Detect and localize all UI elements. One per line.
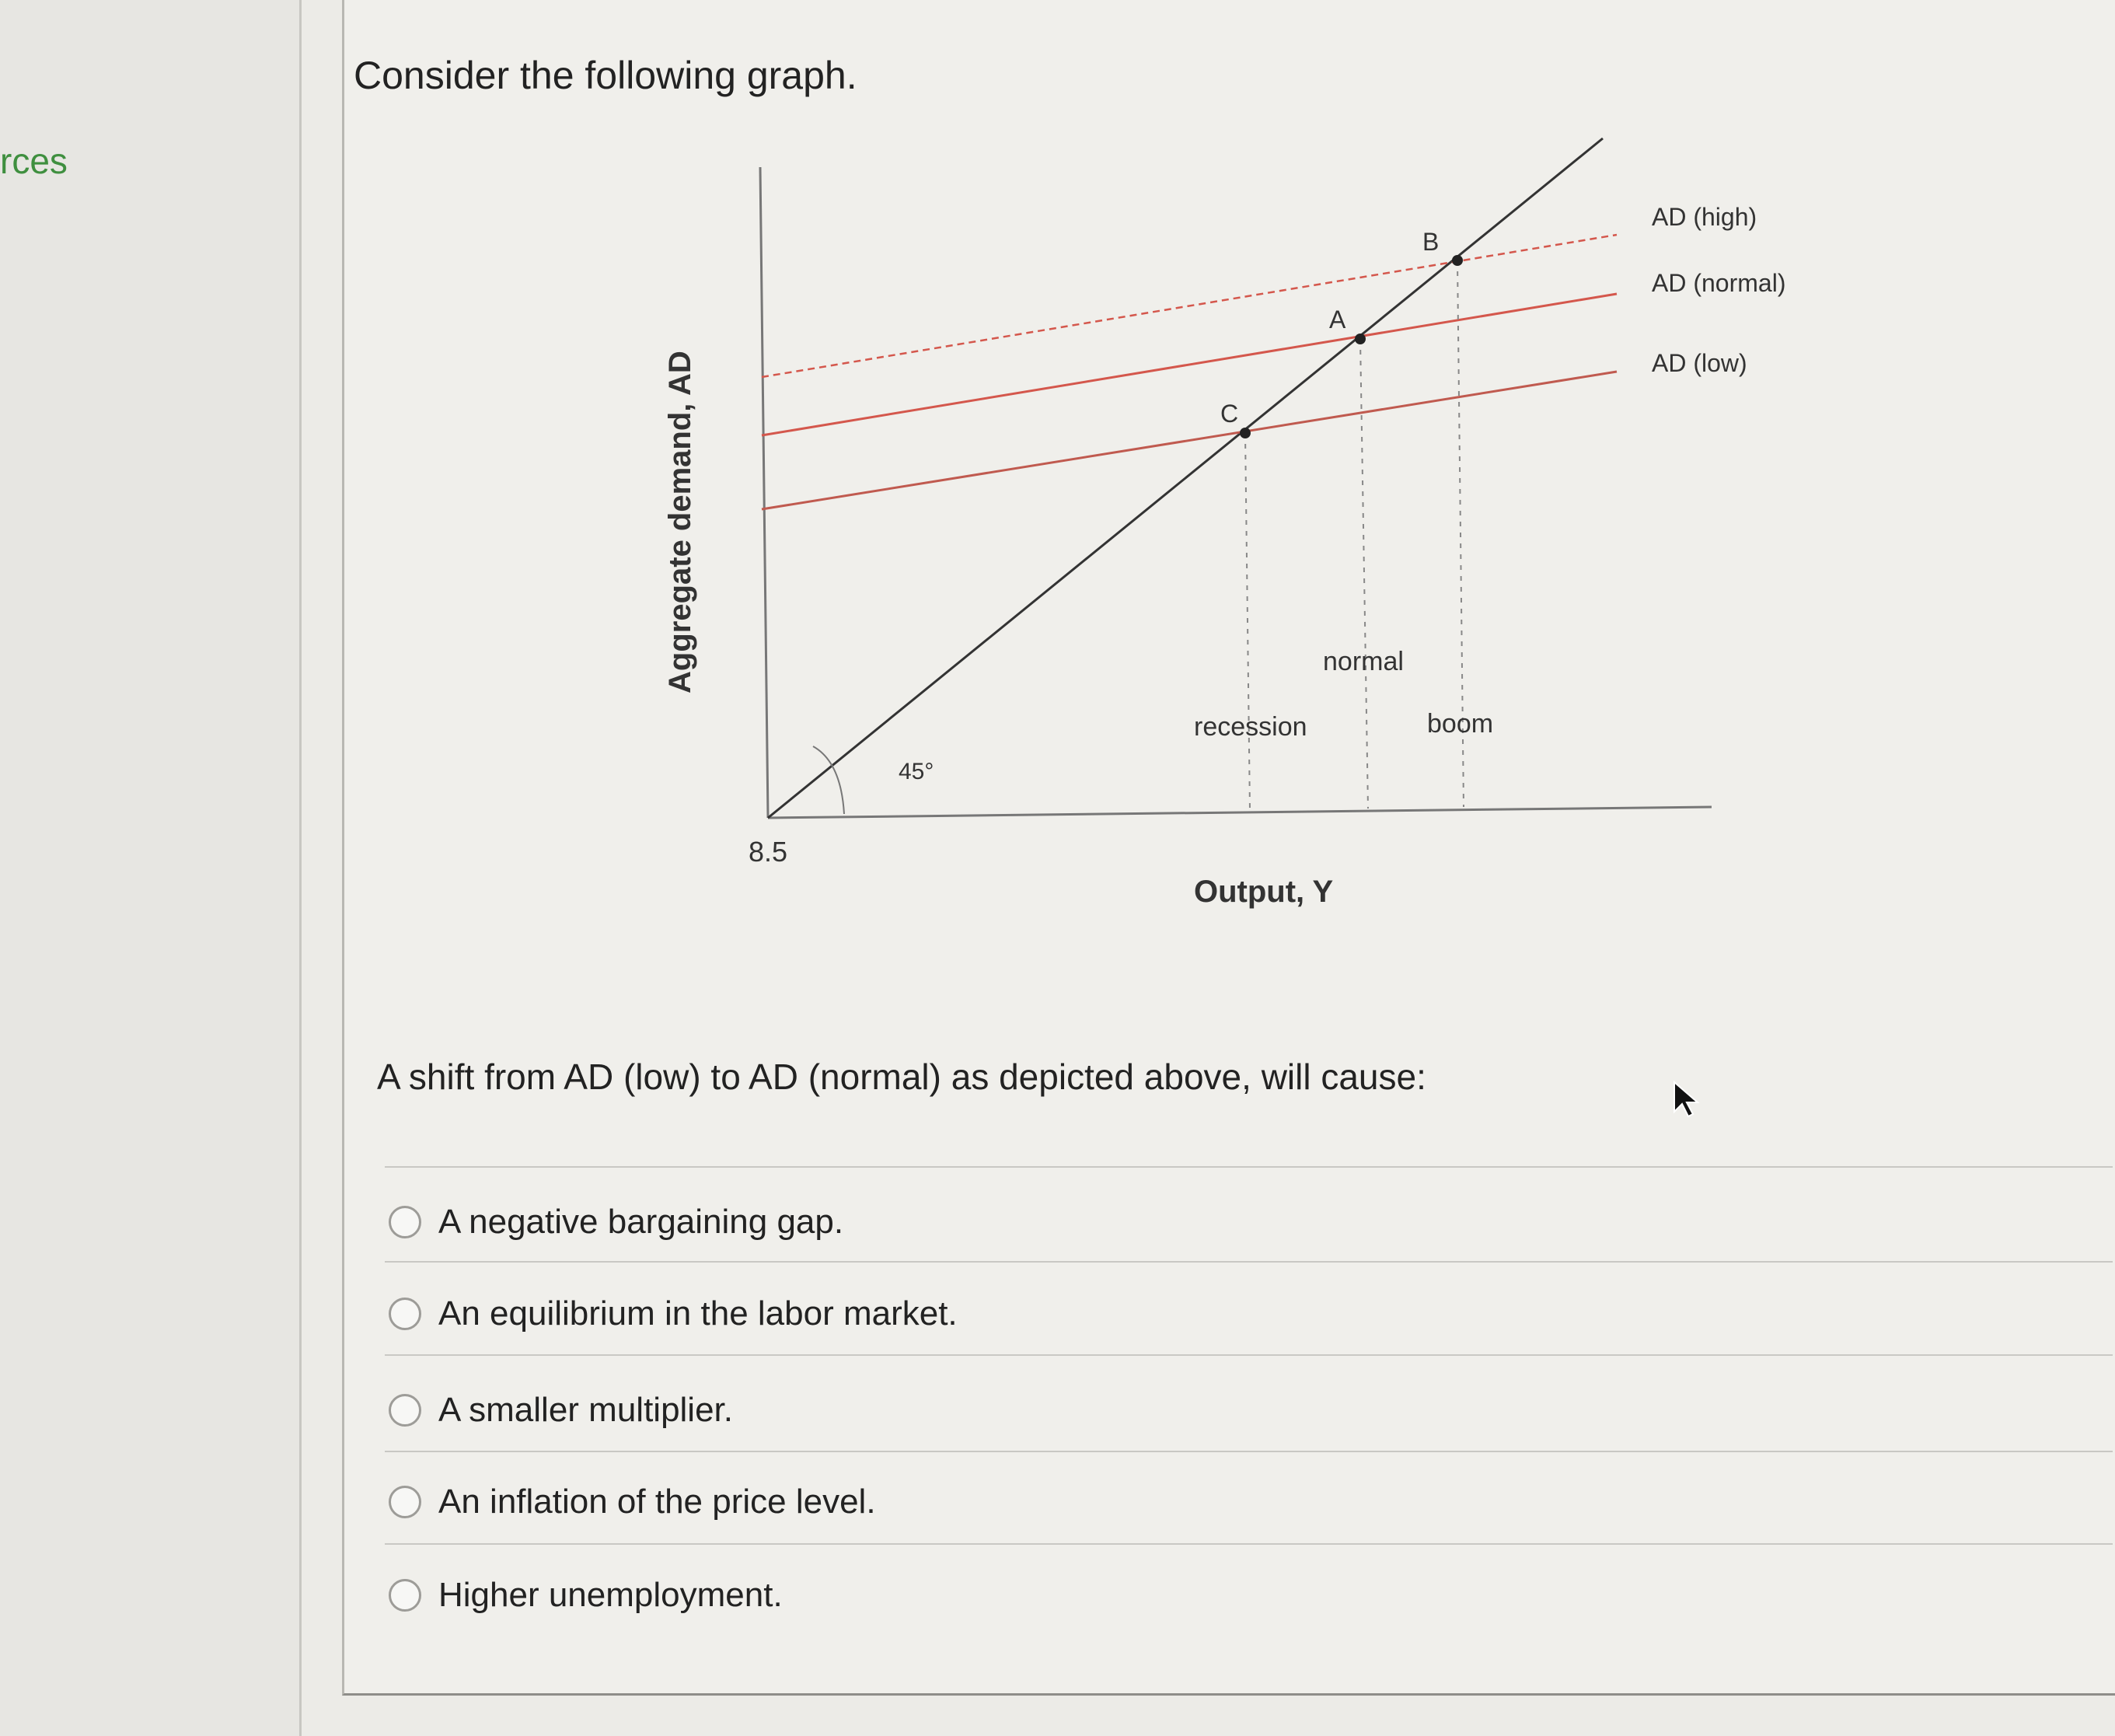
boom-label: boom <box>1427 709 1494 739</box>
question-text: A shift from AD (low) to AD (normal) as depicted above, will cause: <box>377 1057 1426 1097</box>
sidebar-link-resources[interactable]: rces <box>0 141 68 181</box>
divider <box>385 1166 2113 1168</box>
divider <box>385 1451 2113 1452</box>
option-label: An equilibrium in the labor market. <box>438 1294 958 1333</box>
point-c-label: C <box>1220 400 1239 428</box>
option-higher-unemployment[interactable] <box>389 1576 783 1615</box>
point-a-marker <box>1355 334 1366 344</box>
recession-label: recession <box>1194 712 1307 742</box>
ad-normal-line <box>762 294 1617 435</box>
radio-button[interactable] <box>389 1579 421 1612</box>
option-label: A negative bargaining gap. <box>438 1203 844 1241</box>
ad-low-line <box>762 372 1617 509</box>
radio-button[interactable] <box>389 1206 421 1238</box>
point-b-label: B <box>1422 228 1440 256</box>
divider <box>385 1543 2113 1545</box>
option-label: An inflation of the price level. <box>438 1483 876 1521</box>
normal-label: normal <box>1323 647 1404 676</box>
question-prompt: Consider the following graph. <box>354 54 857 97</box>
mouse-pointer-icon <box>1671 1081 1702 1119</box>
angle-label: 45° <box>899 759 934 784</box>
origin-label: 8.5 <box>749 836 788 868</box>
point-a-label: A <box>1329 306 1346 334</box>
ad-high-line <box>762 235 1617 377</box>
x-axis <box>768 807 1712 818</box>
legend-ad-high: AD (high) <box>1652 203 1757 231</box>
option-smaller-multiplier[interactable] <box>389 1391 733 1430</box>
divider <box>385 1261 2113 1263</box>
radio-button[interactable] <box>389 1394 421 1427</box>
point-c-marker <box>1240 428 1251 438</box>
sidebar <box>0 0 302 1736</box>
x-axis-title: Output, Y <box>1194 875 1334 909</box>
point-b-marker <box>1452 255 1463 266</box>
option-label: A smaller multiplier. <box>438 1391 734 1429</box>
option-label: Higher unemployment. <box>438 1576 783 1614</box>
normal-guide <box>1360 339 1368 809</box>
y-axis-title: Aggregate demand, AD <box>663 351 697 693</box>
option-negative-bargaining-gap[interactable] <box>389 1203 843 1242</box>
option-price-inflation[interactable] <box>389 1483 876 1521</box>
option-labor-market-equilibrium[interactable] <box>389 1294 958 1333</box>
aggregate-demand-chart <box>645 124 1786 941</box>
legend-ad-low: AD (low) <box>1652 349 1747 377</box>
recession-guide <box>1245 433 1250 810</box>
y-axis <box>760 167 768 818</box>
legend-ad-normal: AD (normal) <box>1652 269 1786 297</box>
radio-button[interactable] <box>389 1298 421 1330</box>
divider <box>385 1354 2113 1356</box>
angle-arc <box>813 746 844 814</box>
radio-button[interactable] <box>389 1486 421 1518</box>
